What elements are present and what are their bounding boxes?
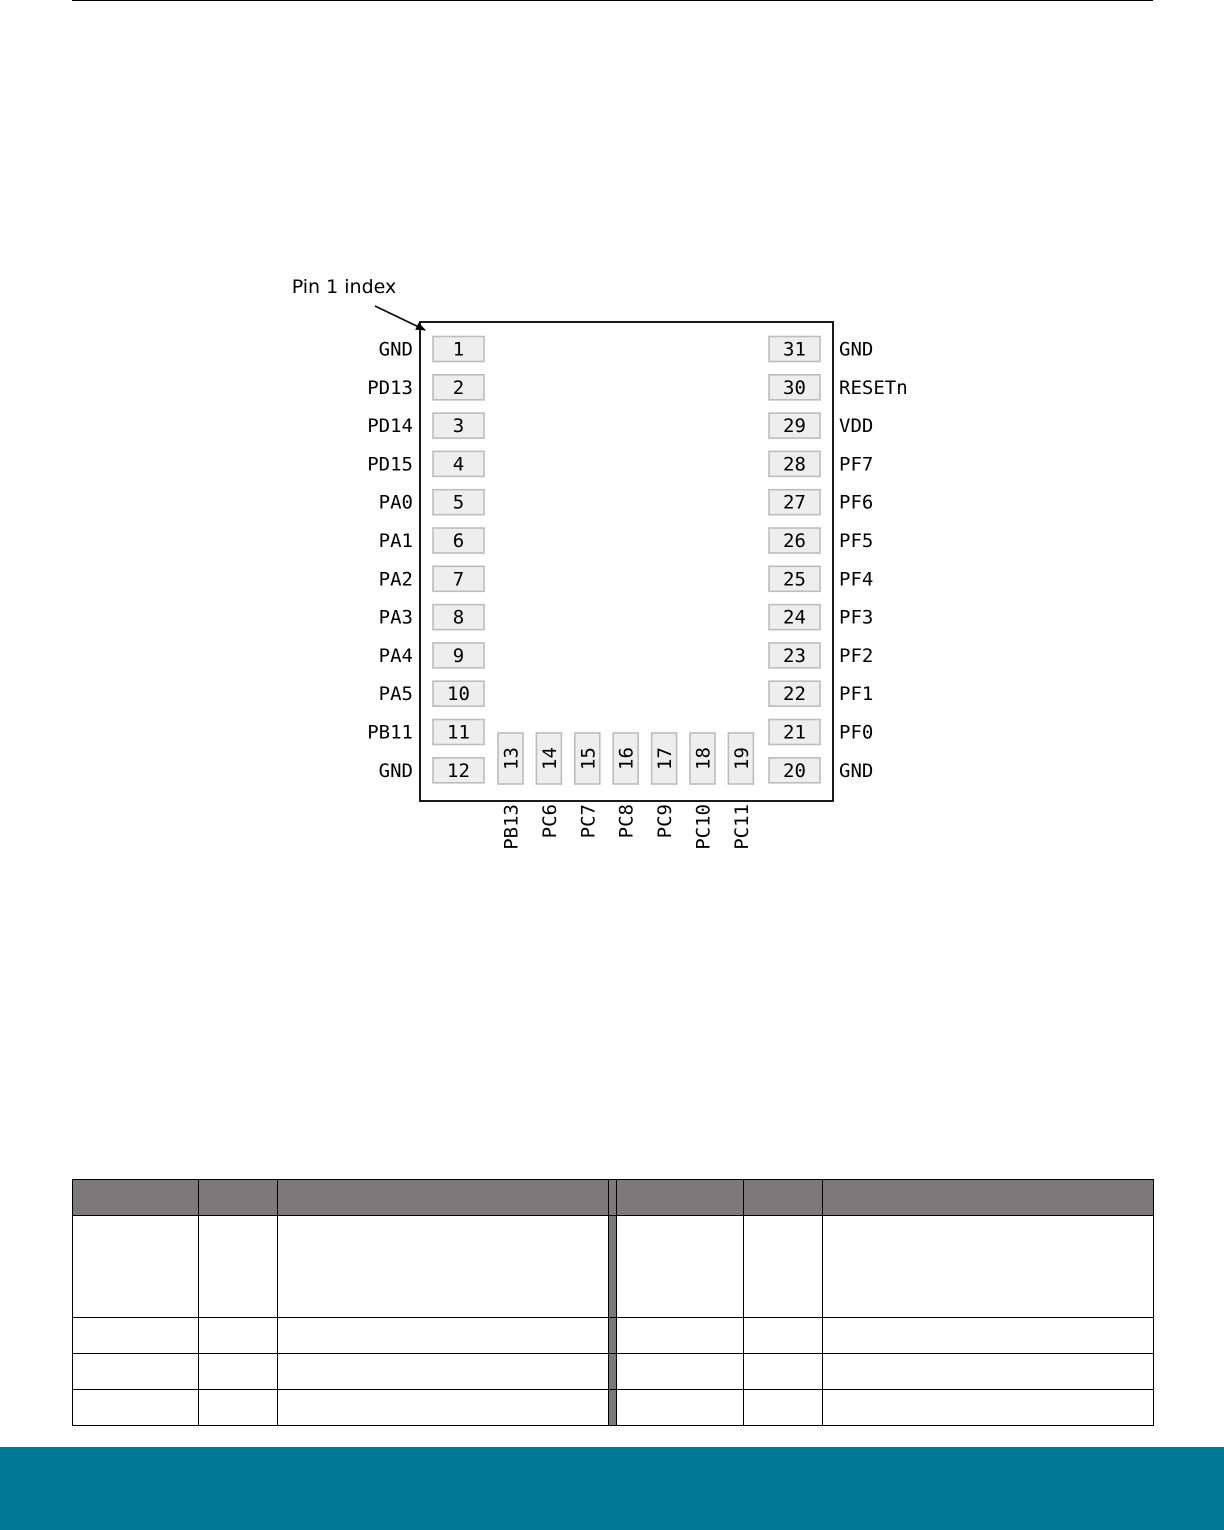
table-header-row bbox=[73, 1180, 1154, 1216]
pins-layer bbox=[367, 337, 907, 850]
pin-number: 7 bbox=[452, 568, 465, 591]
table-cell bbox=[744, 1216, 823, 1318]
pin-name: GND bbox=[378, 338, 413, 361]
table-cell bbox=[744, 1390, 823, 1426]
pin-name: VDD bbox=[839, 415, 874, 438]
pin-number: 28 bbox=[783, 453, 806, 476]
pin-name: PF2 bbox=[839, 644, 874, 667]
pin-name: PA4 bbox=[378, 644, 413, 667]
table-cell bbox=[278, 1390, 609, 1426]
pin-name: GND bbox=[378, 759, 413, 782]
pin-number: 4 bbox=[452, 453, 465, 476]
pin-number: 21 bbox=[783, 721, 806, 744]
pin-number: 3 bbox=[452, 415, 465, 438]
table-cell bbox=[744, 1354, 823, 1390]
pin-number: 26 bbox=[783, 530, 806, 552]
pin-number: 25 bbox=[783, 568, 806, 591]
pin-number: 6 bbox=[452, 530, 465, 552]
pin-name: PB11 bbox=[367, 721, 413, 744]
table-header-cell bbox=[617, 1180, 744, 1216]
pin-name: PF1 bbox=[839, 683, 874, 706]
table-separator bbox=[609, 1354, 617, 1390]
table-row bbox=[73, 1390, 1154, 1426]
pin-number: 11 bbox=[447, 721, 470, 744]
table-cell bbox=[823, 1390, 1154, 1426]
pin-number: 19 bbox=[730, 747, 753, 770]
table-cell bbox=[744, 1318, 823, 1354]
pin-number: 14 bbox=[538, 747, 561, 770]
pin-number: 31 bbox=[783, 338, 806, 361]
pin-name: PF5 bbox=[839, 530, 874, 552]
pin-number: 18 bbox=[692, 747, 715, 770]
pin-number: 16 bbox=[615, 747, 638, 770]
table-cell bbox=[823, 1318, 1154, 1354]
pin-name: PC9 bbox=[654, 804, 677, 839]
pin1-index-arrow bbox=[375, 306, 425, 330]
pin-number: 27 bbox=[783, 491, 806, 514]
pin-name: GND bbox=[839, 759, 874, 782]
table-header-cell bbox=[278, 1180, 609, 1216]
pin-number: 22 bbox=[783, 683, 806, 706]
pin-name: PC6 bbox=[538, 804, 561, 839]
pin-name: PA3 bbox=[378, 606, 413, 629]
table-cell bbox=[73, 1318, 199, 1354]
pin-number: 8 bbox=[452, 606, 465, 629]
pin-name: PA2 bbox=[378, 568, 413, 591]
pin-number: 17 bbox=[654, 747, 677, 770]
table-header-cell bbox=[199, 1180, 278, 1216]
footer-bar bbox=[0, 1447, 1224, 1530]
table-cell bbox=[617, 1354, 744, 1390]
table-cell bbox=[617, 1216, 744, 1318]
table-cell bbox=[199, 1354, 278, 1390]
pin-number: 30 bbox=[783, 376, 806, 399]
table-cell bbox=[617, 1390, 744, 1426]
table-cell bbox=[278, 1354, 609, 1390]
pin-number: 5 bbox=[452, 491, 465, 514]
pin-number: 2 bbox=[452, 376, 465, 399]
pin-name: PF3 bbox=[839, 606, 874, 629]
table-separator bbox=[609, 1318, 617, 1354]
pin-name: PB13 bbox=[500, 804, 523, 850]
pin-name: PF4 bbox=[839, 568, 874, 591]
table-separator bbox=[609, 1390, 617, 1426]
pin-number: 13 bbox=[500, 747, 523, 770]
pin-number: 20 bbox=[783, 759, 806, 782]
table-separator bbox=[609, 1180, 617, 1216]
pin-name: PA5 bbox=[378, 683, 413, 706]
pin-number: 10 bbox=[447, 683, 470, 706]
table-header-cell bbox=[73, 1180, 199, 1216]
table-cell bbox=[278, 1318, 609, 1354]
pin-name: PA1 bbox=[378, 530, 413, 552]
table-cell bbox=[823, 1354, 1154, 1390]
table-cell bbox=[73, 1390, 199, 1426]
pin-number: 29 bbox=[783, 415, 806, 438]
pin-name: PF0 bbox=[839, 721, 874, 744]
table-cell bbox=[278, 1216, 609, 1318]
pin-number: 1 bbox=[452, 338, 465, 361]
pin-name: PD14 bbox=[367, 415, 413, 438]
pin-name: PC10 bbox=[692, 804, 715, 850]
pin-name: RESETn bbox=[839, 376, 908, 399]
pin-description-table bbox=[72, 1179, 1154, 1426]
table-row bbox=[73, 1216, 1154, 1318]
table-row bbox=[73, 1354, 1154, 1390]
table-separator bbox=[609, 1216, 617, 1318]
pin-number: 15 bbox=[577, 747, 600, 770]
pin-number: 24 bbox=[783, 606, 806, 629]
table-cell bbox=[199, 1318, 278, 1354]
table-header-cell bbox=[744, 1180, 823, 1216]
pin-name: PD15 bbox=[367, 453, 413, 476]
table-header-cell bbox=[823, 1180, 1154, 1216]
pin-name: PF7 bbox=[839, 453, 874, 476]
pin-number: 9 bbox=[452, 644, 465, 667]
pin-number: 23 bbox=[783, 644, 806, 667]
table-cell bbox=[823, 1216, 1154, 1318]
pin-name: PC11 bbox=[730, 804, 753, 850]
pin-name: PC7 bbox=[577, 804, 600, 839]
table-cell bbox=[199, 1390, 278, 1426]
table-cell bbox=[199, 1216, 278, 1318]
table-row bbox=[73, 1318, 1154, 1354]
pin1-index-label: Pin 1 index bbox=[291, 276, 397, 298]
pin-name: PC8 bbox=[615, 804, 638, 839]
pin-name: GND bbox=[839, 338, 874, 361]
pin-number: 12 bbox=[447, 759, 470, 782]
pin-name: PD13 bbox=[367, 376, 413, 399]
table-cell bbox=[73, 1354, 199, 1390]
table-cell bbox=[73, 1216, 199, 1318]
pin-name: PA0 bbox=[378, 491, 413, 514]
table-cell bbox=[617, 1318, 744, 1354]
pin-name: PF6 bbox=[839, 491, 874, 514]
